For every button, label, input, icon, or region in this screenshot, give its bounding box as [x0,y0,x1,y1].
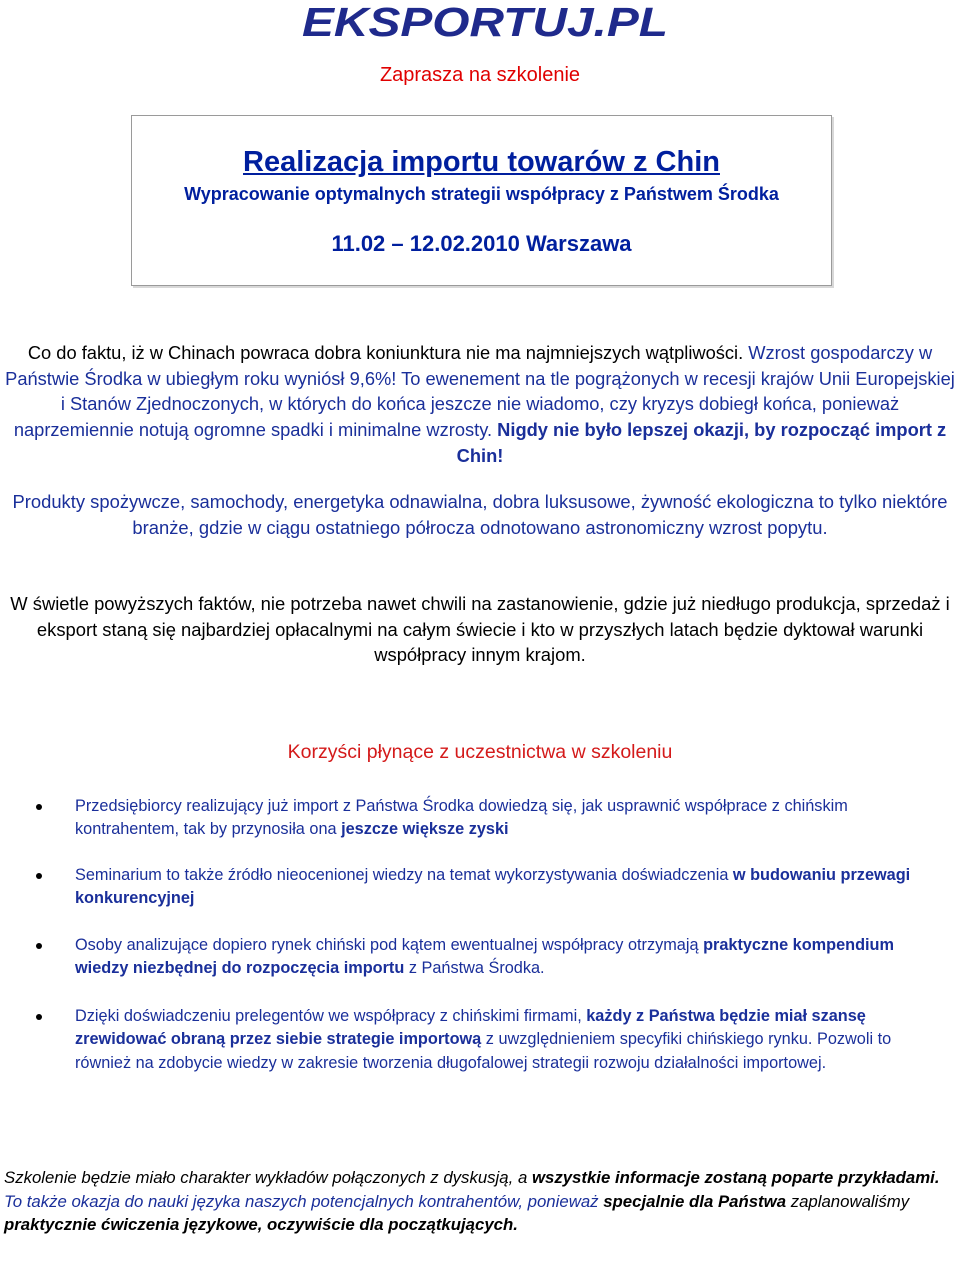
intro-paragraph [4,340,956,469]
event-title-box [131,115,832,286]
event-title: Realizacja importu towarów z Chin [243,146,720,178]
invite-heading: Zaprasza na szkolenie [379,64,581,86]
bullet-icon [36,873,42,879]
intro-lead: Co do faktu, iż w Chinach powraca dobra koniunktura nie ma najmniejszych wątpliwości. [27,342,744,363]
industries-paragraph: Produkty spożywcze, samochody, energetyka odnawialna, dobra luksusowe, żywność ekologiczna to tylko niektóre branże, gdzie w ciągu ostatniego półrocza odnotowano astronomiczny wzrost popytu. [12,491,948,538]
logo-text: EKSPORTUJ.PL [302,2,668,42]
bullet-icon [36,804,42,810]
eksportuj-logo [302,2,672,42]
event-date: 11.02 – 12.02.2010 Warszawa [331,231,632,256]
facts-paragraph: W świetle powyższych faktów, nie potrzeba nawet chwili na zastanowienie, gdzie już niedługo produkcja, sprzedaż i eksport staną się najbardziej opłacalnymi na całym świecie i kto w przyszłych latach będzie dyktował warunki współpracy innym krajom. [10,593,950,666]
benefits-heading: Korzyści płynące z uczestnictwa w szkoleniu [287,741,673,763]
bullet-icon [36,943,42,949]
bullet-icon [36,1014,42,1020]
intro-highlight: Nigdy nie było lepszej okazji, by rozpocząć import z Chin! [456,419,947,466]
intro-body: Wzrost gospodarczy w Państwie Środka w ubiegłym roku wyniósł 9,6%! To ewenement na tle pogrążonych w recesji krajów Unii Europejskiej i Stanów Zjednoczonych, w których do końca jeszcze nie wiadomo, czy kryzys dobiegł końca, ponieważ naprzemiennie notują ogromne spadki i minimalne wzrosty. [5,342,955,441]
event-subtitle: Wypracowanie optymalnych strategii współpracy z Państwem Środka [184,184,779,204]
closing-paragraph: Szkolenie będzie miało charakter wykładów połączonych z dyskusją, a wszystkie informacje zostaną poparte przykładami. To także okazja do nauki języka naszych potencjalnych kontrahentów, ponieważ specjalnie dla Państwa zaplanowaliśmy praktycznie ćwiczenia językowe, oczywiście dla początkujących. [4,1168,940,1234]
